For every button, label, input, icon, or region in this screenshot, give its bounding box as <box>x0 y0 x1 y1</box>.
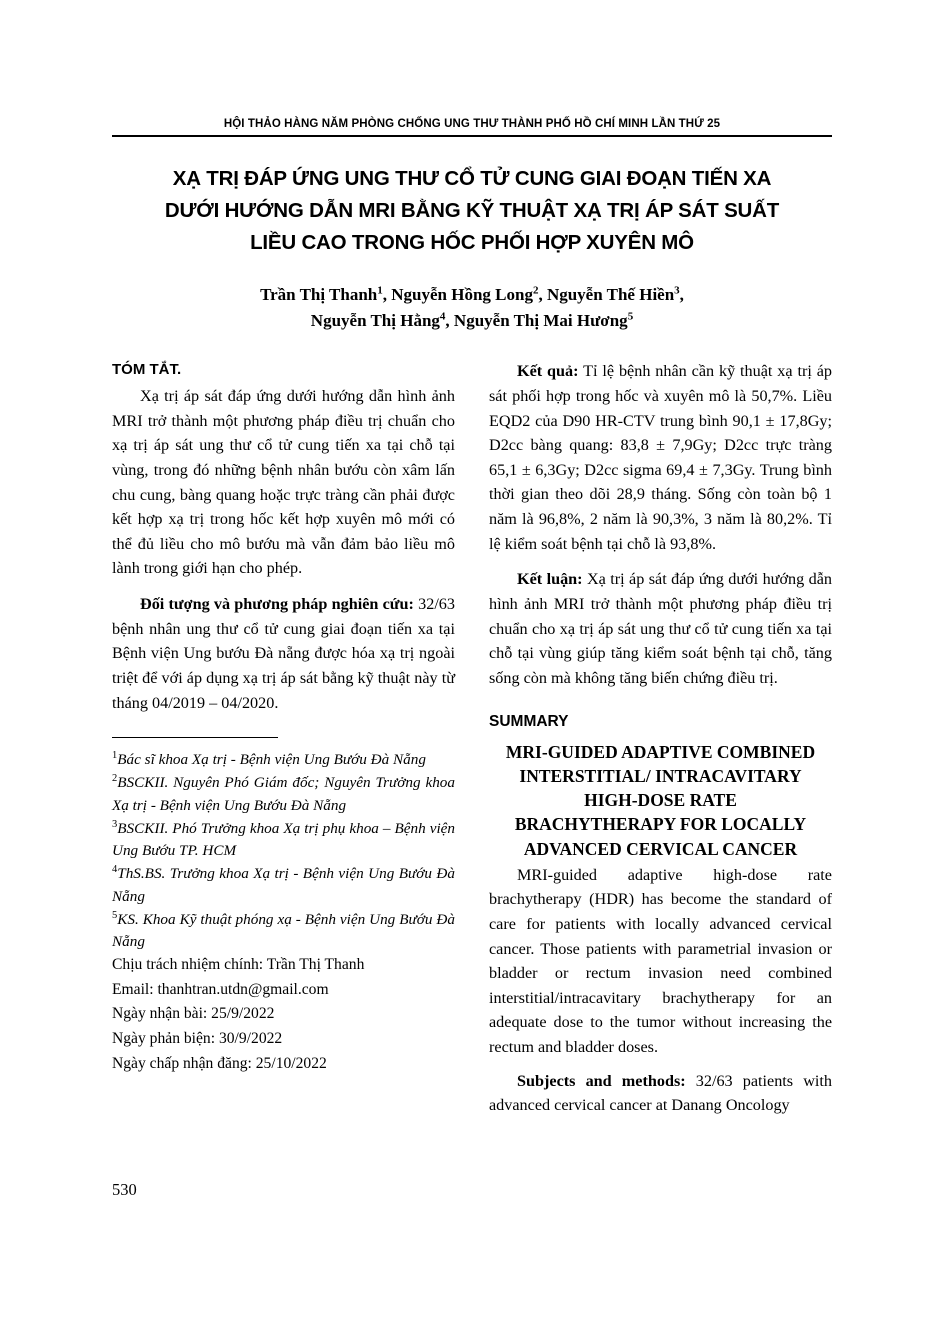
paragraph-spacer-3 <box>489 1060 832 1069</box>
responsible-author: Chịu trách nhiệm chính: Trần Thị Thanh <box>112 956 365 974</box>
abstract-heading: TÓM TẮT. <box>112 361 182 379</box>
footnote-3: $^3$BSCKII. Phó Trưởng khoa Xạ trị phụ khoa – Bệnh viện Ung Bướu TP. HCM <box>112 818 455 860</box>
title-line-1: XẠ TRỊ ĐÁP ỨNG UNG THƯ CỔ TỬ CUNG GIAI ĐOẠN TIẾN XA <box>172 167 772 190</box>
abstract-paragraph: Xạ trị áp sát đáp ứng dưới hướng dẫn hình ảnh MRI trở thành một phương pháp điều trị chuẩn cho xạ trị áp sát ung thư cổ tử cung tiến xa tại chỗ tại vùng, trong đó những bệnh nhân bướu còn xâm lấn chu cung, bàng quang hoặc trực tràng cần phải được kết hợp xạ trị trong hốc kết hợp xuyên mô mới có thể đủ liều cho mô bướu mà vẫn đảm bảo liều mô lành trong giới hạn cho phép. <box>112 387 455 578</box>
conclusion-label: Kết luận: <box>517 570 583 589</box>
results-paragraph <box>489 359 832 556</box>
subjects-label: Subjects and methods: <box>517 1071 686 1090</box>
footnote-4: $^4$ThS.BS. Trưởng khoa Xạ trị - Bệnh viện Ung Bướu Đà Nẵng <box>112 864 455 905</box>
subjects-text: 32/63 patients with advanced cervical cancer at Danang Oncology <box>489 1071 832 1115</box>
footnote-5-text: KS. Khoa Kỹ thuật phóng xạ - Bệnh viện Ung Bướu Đà Nẵng <box>112 910 455 951</box>
page-number: 530 <box>112 1180 137 1199</box>
footnote-1: $^1$Bác sĩ khoa Xạ trị - Bệnh viện Ung Bướu Đà Nẵng <box>112 750 426 769</box>
paragraph-spacer <box>112 581 455 592</box>
summary-title-line-4: BRACHYTHERAPY FOR LOCALLY <box>514 814 807 835</box>
subjects-paragraph <box>489 1069 832 1118</box>
summary-heading: SUMMARY <box>489 713 569 731</box>
summary-title-line-3: HIGH-DOSE RATE <box>584 790 737 811</box>
left-column <box>112 359 455 1118</box>
summary-title <box>489 740 832 861</box>
author-list <box>112 282 832 333</box>
footnote-1-text: Bác sĩ khoa Xạ trị - Bệnh viện Ung Bướu Đà Nẵng <box>117 751 426 769</box>
page-title <box>118 163 826 258</box>
footnote-3-text: BSCKII. Phó Trưởng khoa Xạ trị phụ khoa – Bệnh viện Ung Bướu TP. HCM <box>112 819 455 860</box>
footnote-5: $^5$KS. Khoa Kỹ thuật phóng xạ - Bệnh viện Ung Bướu Đà Nẵng <box>112 909 455 951</box>
page-content <box>112 118 832 1118</box>
footnote-divider <box>112 737 278 738</box>
footnote-block <box>112 748 455 1076</box>
results-text: Tỉ lệ bệnh nhân cần kỹ thuật xạ trị áp sát phối hợp trong hốc và xuyên mô là 50,7%. Liều EQD2 của D90 HR-CTV trung bình 90,1 ± 17,8Gy; D2cc bàng quang: 83,8 ± 7,9Gy; D2cc trực tràng 65,1 ± 6,3Gy; D2cc sigma 69,4 ± 7,3Gy. Trung bình thời gian theo dõi 28,9 tháng. Sống còn toàn bộ 1 năm là 96,8%, 2 năm là 90,3%, 3 năm là 80,2%. Tỉ lệ kiểm soát bệnh tại chỗ là 93,8%. <box>489 362 833 553</box>
contact-email[interactable]: Email: thanhtran.utdn@gmail.com <box>112 980 329 998</box>
methods-label: Đối tượng và phương pháp nghiên cứu: <box>140 595 414 614</box>
footnote-2-text: BSCKII. Nguyên Phó Giám đốc; Nguyên Trưởng khoa Xạ trị - Bệnh viện Ung Bướu Đà Nẵng <box>112 774 455 814</box>
title-line-3: LIỀU CAO TRONG HỐC PHỐI HỢP XUYÊN MÔ <box>250 230 694 254</box>
author-line-1: Trần Thị Thanh$^1$, Nguyễn Hồng Long$^2$, Nguyễn Thế Hiền$^3$, <box>260 284 684 305</box>
methods-paragraph <box>112 592 455 715</box>
conclusion-text: Xạ trị áp sát đáp ứng dưới hướng dẫn hình ảnh MRI trở thành một phương pháp điều trị chuẩn cho xạ trị áp sát ung thư cổ tử cung tiến xa tại chỗ tại vùng giúp tăng kiểm soát bệnh tại chỗ, tăng sống còn mà không tăng biến chứng điều trị. <box>489 570 832 687</box>
paragraph-spacer-2 <box>489 556 832 567</box>
summary-title-line-5: ADVANCED CERVICAL CANCER <box>523 838 798 859</box>
author-line-2: Nguyễn Thị Hằng$^4$, Nguyễn Thị Mai Hương$^5$ <box>310 310 634 330</box>
summary-title-line-2: INTERSTITIAL/ INTRACAVITARY <box>519 766 802 787</box>
header-divider <box>112 135 832 137</box>
date-reviewed: Ngày phản biện: 30/9/2022 <box>112 1030 283 1048</box>
date-accepted: Ngày chấp nhận đăng: 25/10/2022 <box>112 1054 327 1072</box>
right-column <box>489 359 832 1118</box>
running-head: HỘI THẢO HÀNG NĂM PHÒNG CHỐNG UNG THƯ THÀNH PHỐ HỒ CHÍ MINH LẦN THỨ 25 <box>223 118 721 130</box>
title-line-2: DƯỚI HƯỚNG DẪN MRI BẰNG KỸ THUẬT XẠ TRỊ ÁP SÁT SUẤT <box>164 198 780 222</box>
conclusion-paragraph <box>489 567 832 690</box>
methods-text: 32/63 bệnh nhân ung thư cổ tử cung giai đoạn tiến xa tại Bệnh viện Ung bướu Đà nẵng được hóa xạ trị ngoài triệt để với áp dụng xạ trị áp sát bằng kỹ thuật này từ tháng 04/2019 – 04/2020. <box>112 595 455 712</box>
summary-paragraph: MRI-guided adaptive high-dose rate brachytherapy (HDR) has become the standard of care for patients with locally advanced cervical cancer. Those patients with parametrial invasion or bladder or rectum invasion need combined interstitial/intracavitary brachytherapy for an adequate dose to the tumor without increasing the rectum and bladder doses. <box>489 865 832 1057</box>
results-label: Kết quả: <box>517 362 579 381</box>
summary-title-line-1: MRI-GUIDED ADAPTIVE COMBINED <box>505 741 816 762</box>
date-received: Ngày nhận bài: 25/9/2022 <box>112 1005 275 1023</box>
footnote-4-text: ThS.BS. Trưởng khoa Xạ trị - Bệnh viện Ung Bướu Đà Nẵng <box>112 865 455 905</box>
two-column-body <box>112 359 832 1118</box>
footnote-2: $^2$BSCKII. Nguyên Phó Giám đốc; Nguyên Trưởng khoa Xạ trị - Bệnh viện Ung Bướu Đà Nẵng <box>112 773 455 814</box>
